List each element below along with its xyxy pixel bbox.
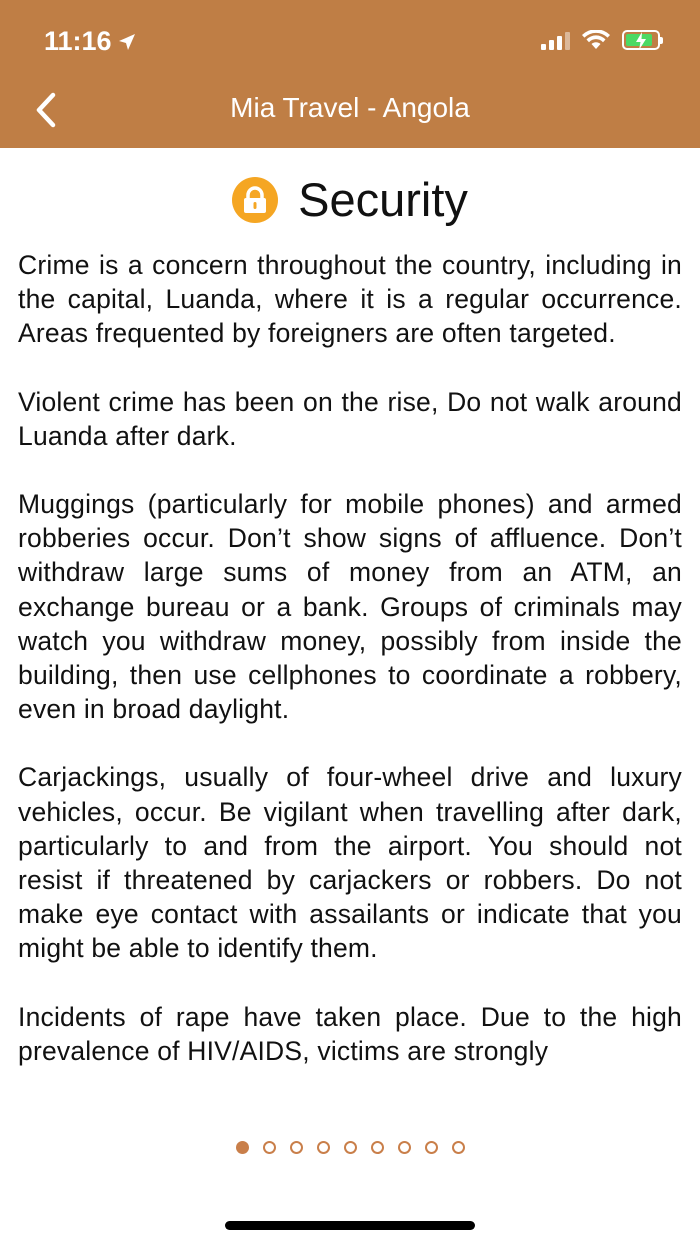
page-dot[interactable]	[398, 1141, 411, 1154]
section-title: Security	[298, 173, 468, 226]
paragraph: Incidents of rape have taken place. Due to the high prevalence of HIV/AIDS, victims are strongly	[18, 1001, 682, 1066]
battery-icon	[622, 30, 660, 50]
page-dot[interactable]	[344, 1141, 357, 1154]
page-dot[interactable]	[452, 1141, 465, 1154]
paragraph: Carjackings, usually of four-wheel drive and luxury vehicles, occur. Be vigilant when travelling after dark, particularly to and from the airport. You should not resist if threatened by carjackers or robbers. Do not make eye contact with assailants or indicate that you might be able to identify them.	[18, 762, 682, 964]
article-content[interactable]	[18, 248, 682, 1138]
page-dot[interactable]	[290, 1141, 303, 1154]
section-heading	[0, 172, 700, 227]
paragraph: Muggings (particularly for mobile phones) and armed robberies occur. Don’t show signs of affluence. Don’t withdraw large sums of money from an ATM, an exchange bureau or a bank. Groups of criminals may watch you withdraw money, possibly from inside the building, then use cellphones to coordinate a robbery, even in broad daylight.	[18, 489, 682, 725]
page-dot-active[interactable]	[236, 1141, 249, 1154]
page-dot[interactable]	[263, 1141, 276, 1154]
paragraph: Crime is a concern throughout the country, including in the capital, Luanda, where it is a regular occurrence. Areas frequented by foreigners are often targeted.	[18, 250, 682, 349]
time-text: 11:16	[44, 26, 112, 56]
wifi-icon	[582, 30, 610, 50]
page-dot[interactable]	[425, 1141, 438, 1154]
location-arrow-icon	[118, 33, 136, 51]
lock-icon	[232, 177, 278, 223]
home-indicator[interactable]	[225, 1221, 475, 1230]
page-indicator	[0, 1141, 700, 1154]
page-dot[interactable]	[371, 1141, 384, 1154]
status-bar-time	[44, 26, 136, 57]
cellular-signal-icon	[541, 30, 570, 50]
nav-title: Mia Travel - Angola	[230, 92, 470, 123]
navigation-header	[0, 0, 700, 148]
page-dot[interactable]	[317, 1141, 330, 1154]
paragraph: Violent crime has been on the rise, Do not walk around Luanda after dark.	[18, 386, 682, 451]
status-icons	[541, 30, 660, 50]
